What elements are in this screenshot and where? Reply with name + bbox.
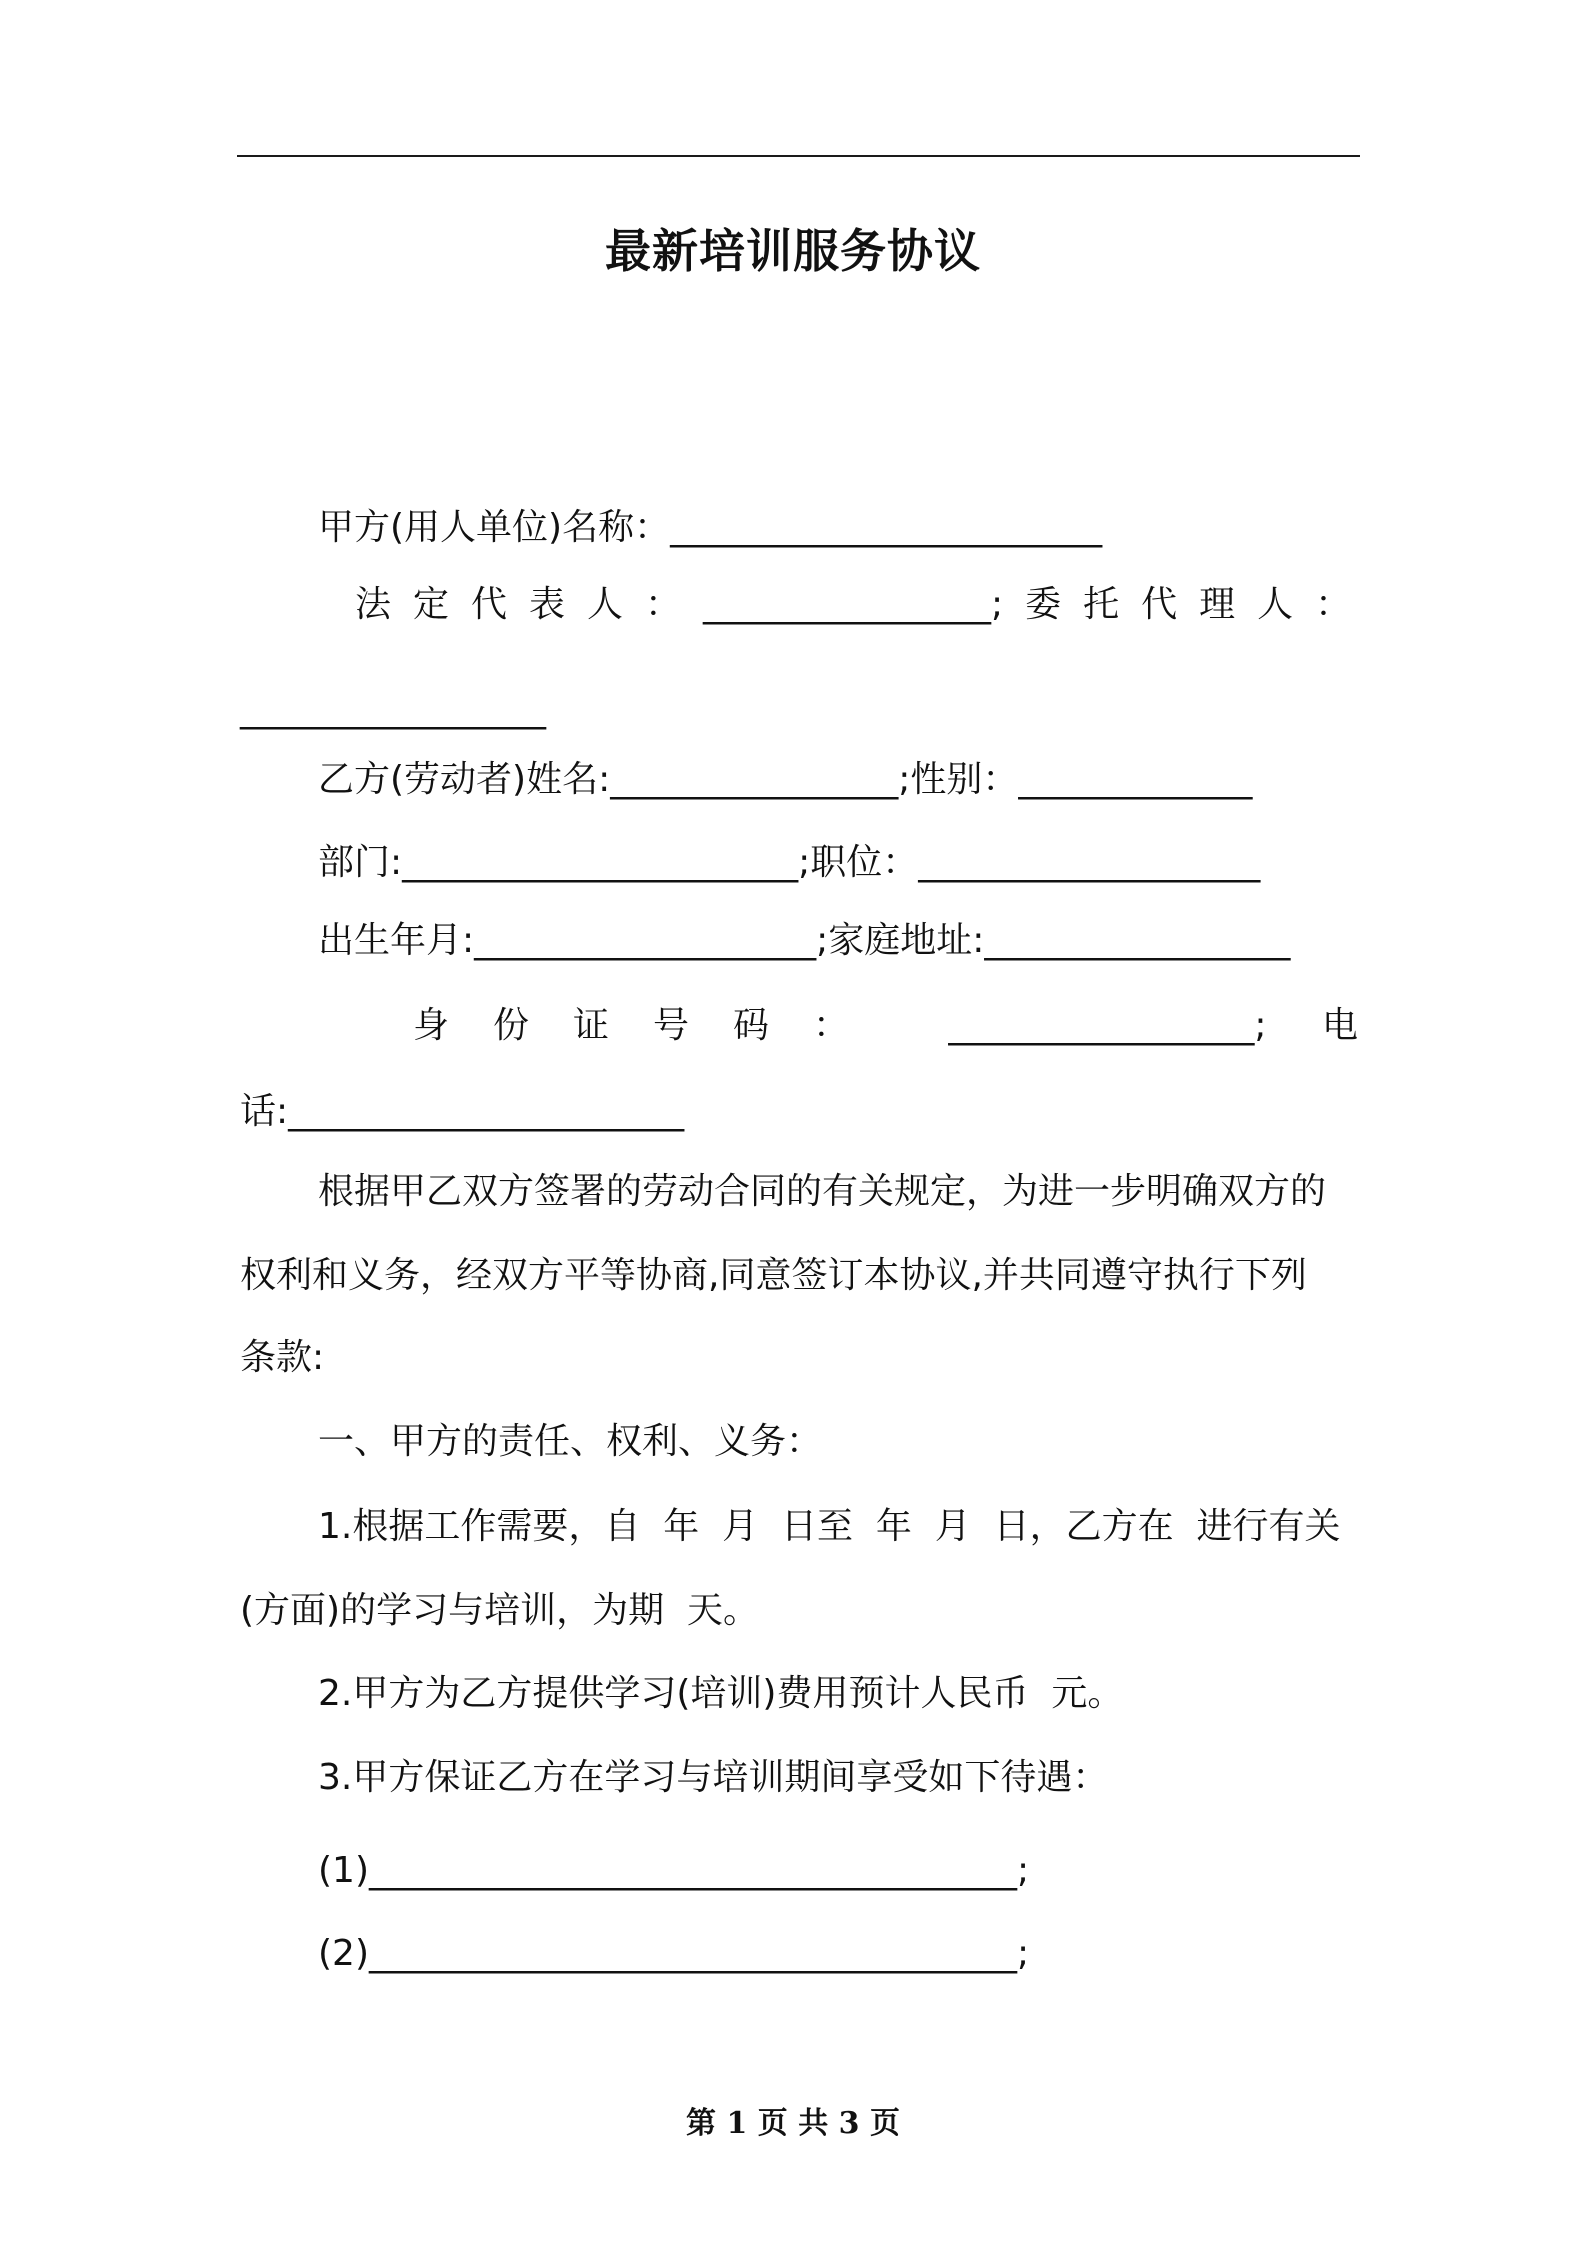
id-number-line	[413, 1004, 1358, 1048]
birth-address-line: 出生年月:___________________;家庭地址:_________________	[318, 920, 1291, 961]
id-number-blank: _________________;	[948, 1005, 1267, 1046]
phone-label-start: 电	[1321, 1005, 1358, 1046]
clause-3-item-2: (2)____________________________________;	[318, 1933, 1030, 1974]
page-number-footer: 第 1 页 共 3 页	[686, 2106, 900, 2141]
legal-rep-line	[355, 583, 1374, 627]
header-rule	[237, 155, 1360, 157]
section-heading-party-a: 一、甲方的责任、权利、义务：	[318, 1421, 823, 1462]
id-number-label: 身份证号码：	[413, 1005, 894, 1046]
clause-2: 2.甲方为乙方提供学习(培训)费用预计人民币 元。	[318, 1673, 1124, 1714]
body-paragraph-line-3: 条款:	[240, 1337, 325, 1378]
clause-1-line-2: (方面)的学习与培训，为期 天。	[240, 1590, 759, 1631]
legal-rep-label: 法定代表人：	[355, 584, 704, 625]
department-line: 部门:______________________;职位：___________________	[318, 842, 1261, 883]
body-paragraph-line-2: 权利和义务，经双方平等协商,同意签订本协议,并共同遵守执行下列	[240, 1255, 1307, 1296]
clause-3-item-1: (1)____________________________________;	[318, 1850, 1030, 1891]
document-title: 最新培训服务协议	[605, 224, 981, 278]
legal-rep-blank: ________________	[703, 584, 992, 625]
party-b-name-line: 乙方(劳动者)姓名:________________;性别：_____________	[318, 759, 1253, 800]
clause-3: 3.甲方保证乙方在学习与培训期间享受如下待遇：	[318, 1757, 1109, 1798]
agent-blank-line: _________________	[240, 689, 546, 730]
clause-1-line-1: 1.根据工作需要，自 年 月 日至 年 月 日，乙方在 进行有关	[318, 1506, 1341, 1547]
phone-line: 话:______________________	[240, 1091, 685, 1132]
party-a-name-line: 甲方(用人单位)名称：________________________	[318, 507, 1103, 548]
agent-label: ;委托代理人：	[991, 584, 1374, 625]
body-paragraph-line-1: 根据甲乙双方签署的劳动合同的有关规定，为进一步明确双方的	[318, 1171, 1327, 1212]
